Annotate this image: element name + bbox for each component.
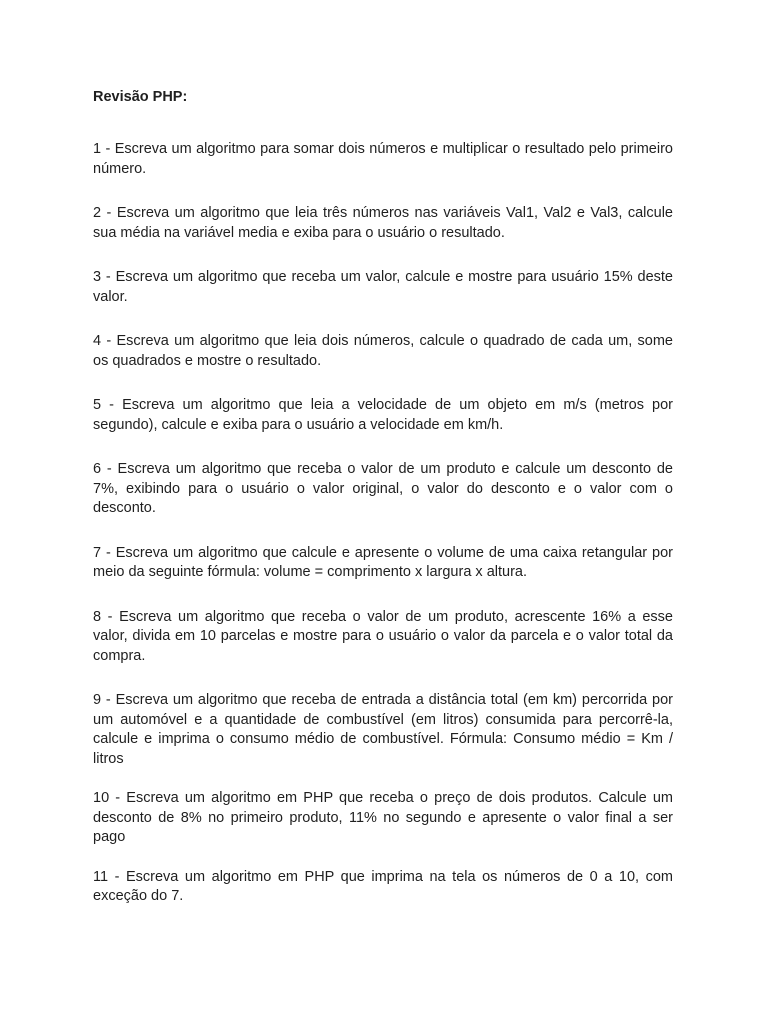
question-10: 10 - Escreva um algoritmo em PHP que receba o preço de dois produtos. Calcule um desconto de 8% no primeiro produto, 11% no segundo e apresente o valor final a ser pago xyxy=(93,790,673,845)
document-title: Revisão PHP: xyxy=(93,89,188,105)
question-9: 9 - Escreva um algoritmo que receba de entrada a distância total (em km) percorrida por um automóvel e a quantidade de combustível (em litros) consumida para percorrê-la, calcule e imprima o consumo médio de combustível. Fórmula: Consumo médio = Km / litros xyxy=(93,692,673,767)
document-page xyxy=(93,87,673,907)
question-1: 1 - Escreva um algoritmo para somar dois números e multiplicar o resultado pelo primeiro número. xyxy=(93,141,673,177)
question-4: 4 - Escreva um algoritmo que leia dois números, calcule o quadrado de cada um, some os quadrados e mostre o resultado. xyxy=(93,333,673,369)
question-7: 7 - Escreva um algoritmo que calcule e apresente o volume de uma caixa retangular por meio da seguinte fórmula: volume = comprimento x largura x altura. xyxy=(93,544,673,580)
question-11: 11 - Escreva um algoritmo em PHP que imprima na tela os números de 0 a 10, com exceção do 7. xyxy=(93,868,673,904)
question-2: 2 - Escreva um algoritmo que leia três números nas variáveis Val1, Val2 e Val3, calcule sua média na variável media e exiba para o usuário o resultado. xyxy=(93,205,673,241)
question-3: 3 - Escreva um algoritmo que receba um valor, calcule e mostre para usuário 15% deste valor. xyxy=(93,269,673,305)
question-6: 6 - Escreva um algoritmo que receba o valor de um produto e calcule um desconto de 7%, exibindo para o usuário o valor original, o valor do desconto e o valor com o desconto. xyxy=(93,461,673,516)
question-5: 5 - Escreva um algoritmo que leia a velocidade de um objeto em m/s (metros por segundo), calcule e exiba para o usuário a velocidade em km/h. xyxy=(93,397,673,433)
question-8: 8 - Escreva um algoritmo que receba o valor de um produto, acrescente 16% a esse valor, divida em 10 parcelas e mostre para o usuário o valor da parcela e o valor total da compra. xyxy=(93,608,673,664)
